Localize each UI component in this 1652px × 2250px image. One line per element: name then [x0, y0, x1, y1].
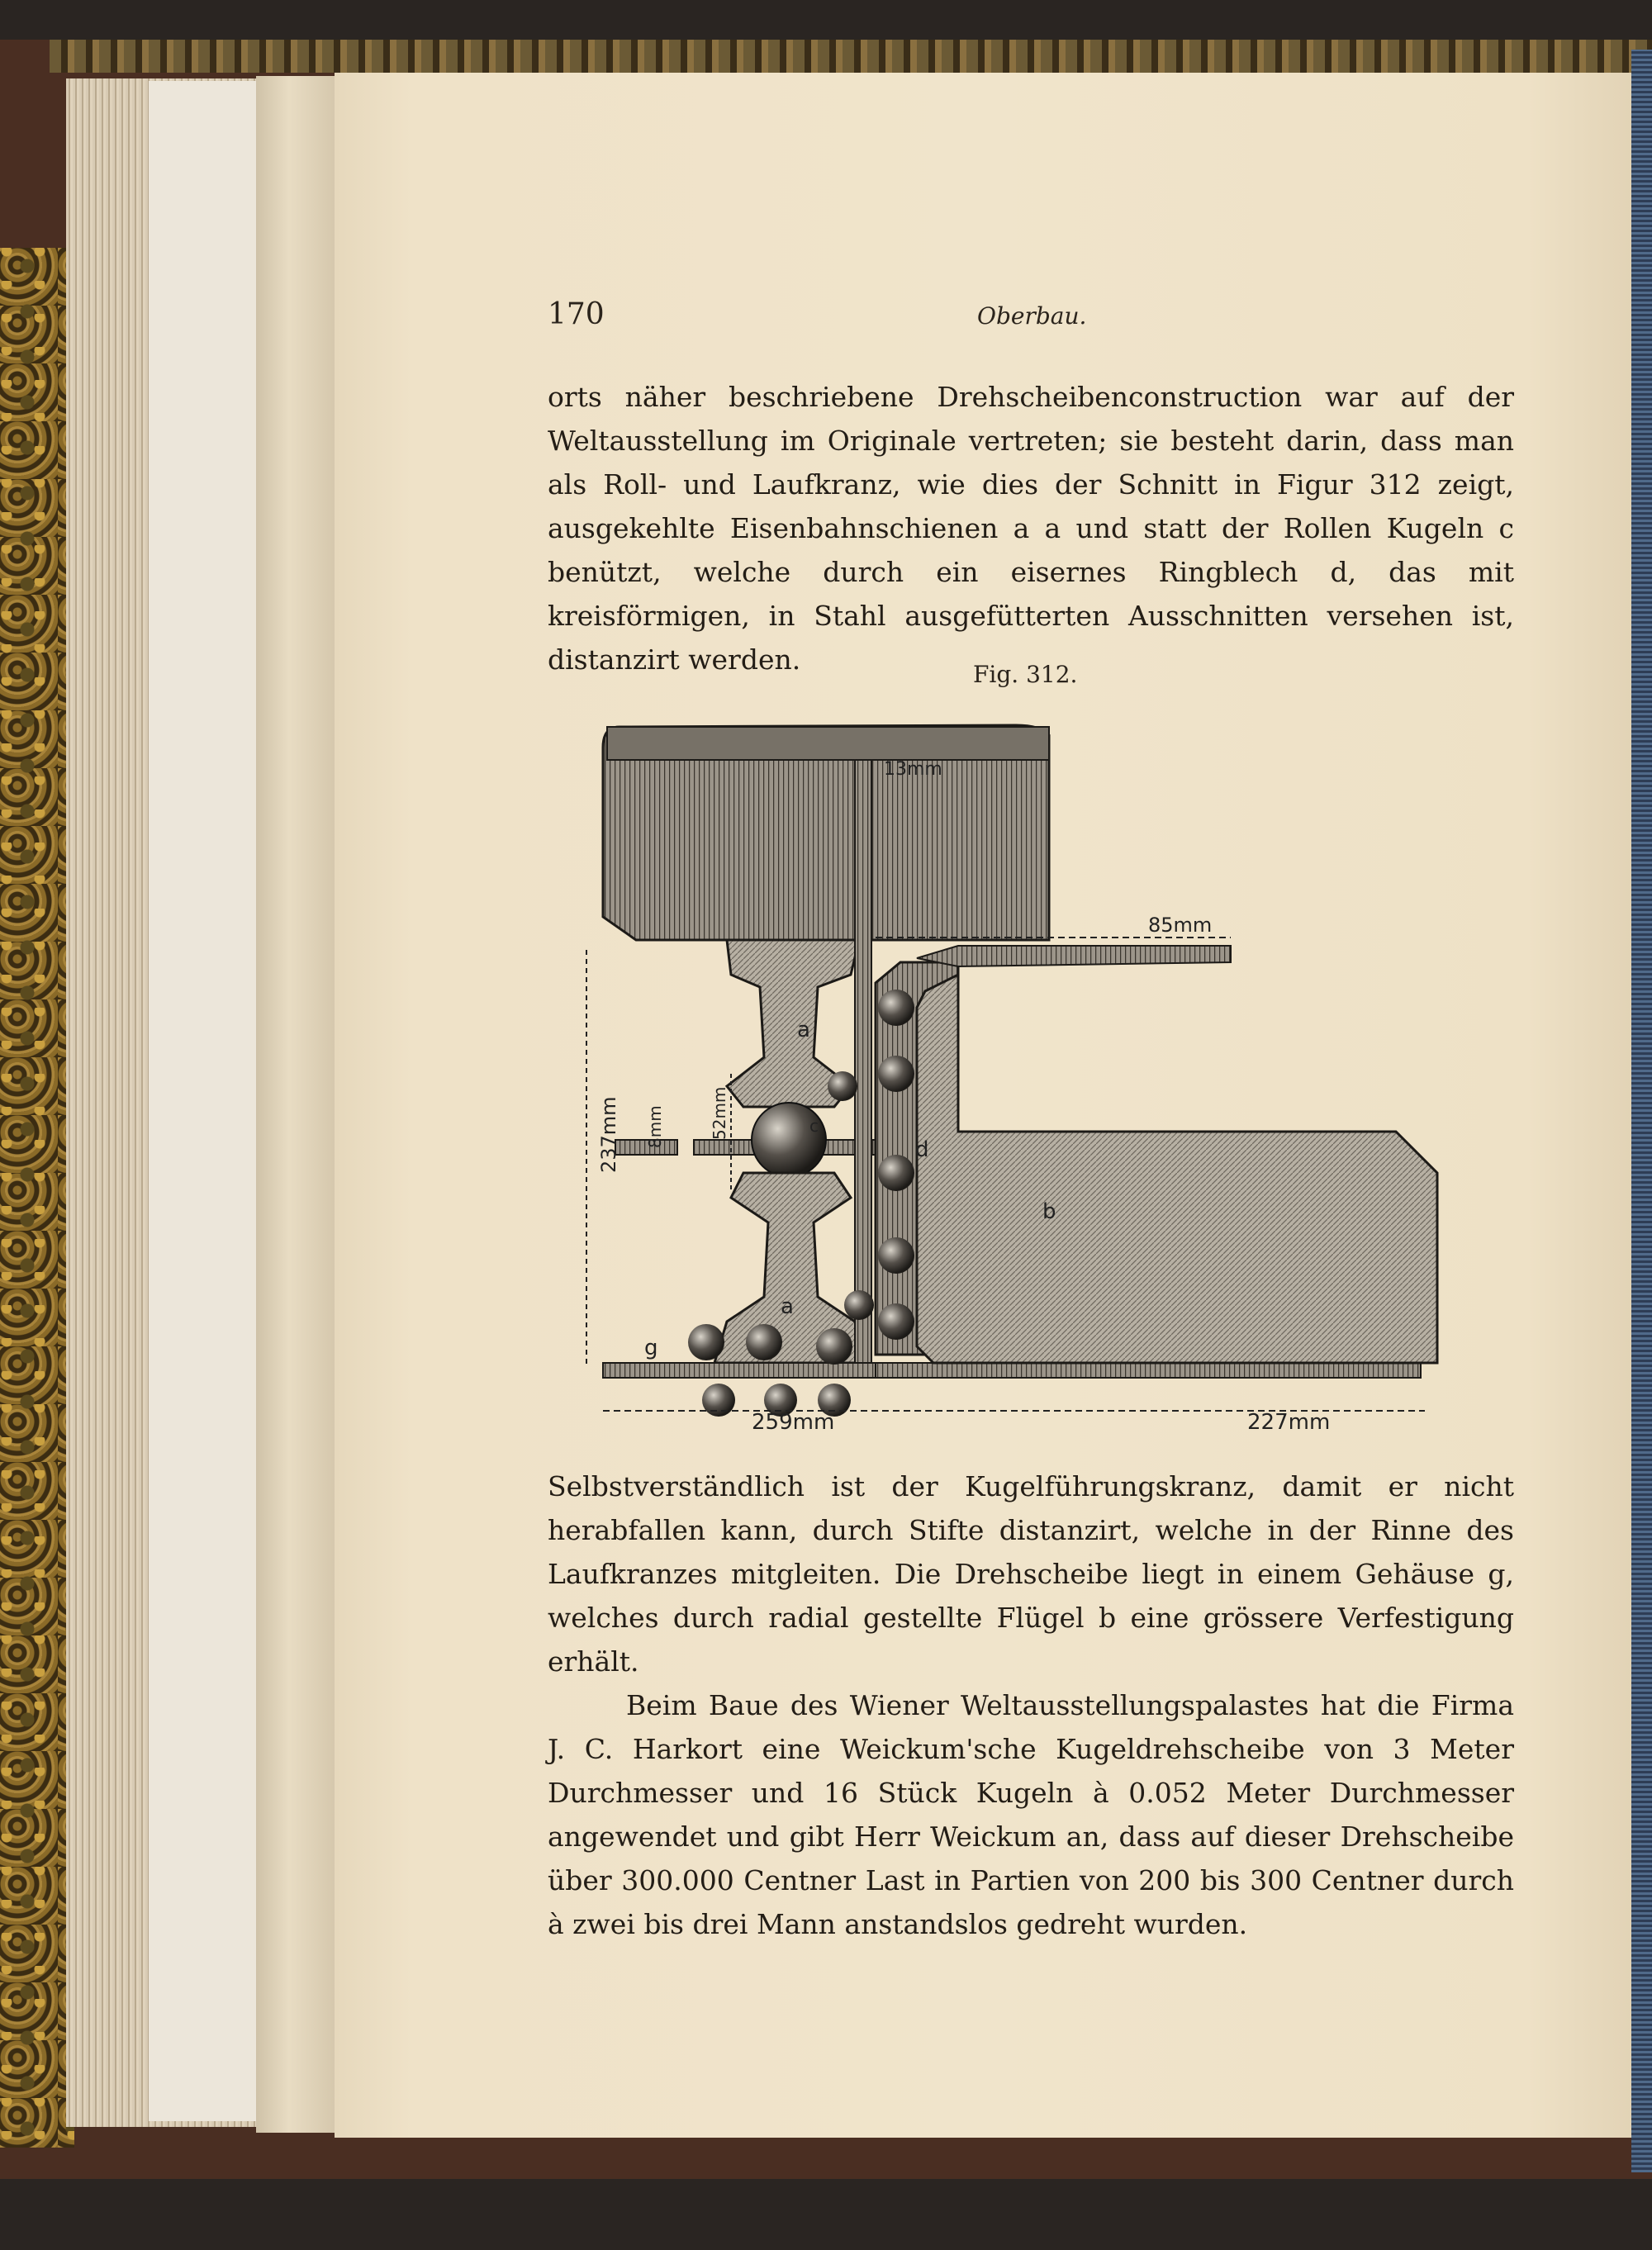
running-title: Oberbau. — [977, 302, 1087, 330]
ball-side-6 — [844, 1290, 874, 1320]
paragraph-3: Beim Baue des Wiener Weltausstellungspalastes hat die Firma J. C. Harkort eine Weickum'sche Kugeldrehscheibe von 3 Meter Durchmesser und 16 Stück Kugeln à 0.052 Meter Durchmesser angewendet und gibt Herr Weickum an, dass auf dieser Drehscheibe über 300.000 Centner Last in Partien von 200 bis 300 Centner durch à zwei bis drei Mann anstandslos gedreht wurden. — [548, 1689, 1514, 1940]
paragraph-2: Selbstverständlich ist der Kugelführungskranz, damit er nicht herabfallen kann, durch Stifte distanzirt, welche in der Rinne des Laufkranzes mitgleiten. Die Drehscheibe liegt in einem Gehäuse g, welches durch radial gestellte Flügel b eine grössere Verfestigung erhält. — [548, 1470, 1514, 1678]
ball-side-5 — [878, 1303, 914, 1340]
center-ball — [752, 1103, 826, 1177]
facing-page — [149, 81, 256, 2121]
label-c: c — [809, 1116, 819, 1136]
dim-237-label: 237mm — [597, 1096, 620, 1173]
label-g: g — [644, 1336, 658, 1360]
ball-bottom-1 — [688, 1324, 724, 1360]
binding-right-edge — [1631, 50, 1652, 2172]
binding-top-edge — [50, 40, 1652, 73]
marbled-cover-edge — [0, 248, 74, 2148]
dim-8-label: 8mm — [645, 1105, 665, 1148]
label-b: b — [1042, 1199, 1056, 1224]
ball-side-2 — [878, 1056, 914, 1092]
turntable-cross-section — [570, 710, 1503, 1450]
ball-side-7 — [828, 1071, 857, 1101]
base-plate-left — [603, 1363, 876, 1378]
ball-side-3 — [878, 1155, 914, 1191]
dim-52-label: 52mm — [710, 1086, 729, 1140]
wing-b — [917, 975, 1437, 1363]
housing-top — [917, 946, 1231, 966]
page-number: 170 — [548, 297, 605, 331]
ball-bottom-2 — [746, 1324, 782, 1360]
dim-259-label: 259mm — [752, 1410, 835, 1435]
paragraph-1: orts näher beschriebene Drehscheibenconstruction war auf der Weltausstellung im Originale vertreten; sie besteht darin, dass man als Roll- und Laufkranz, wie dies der Schnitt in Figur 312 zeigt, ausgekehlte Eisenbahnschienen a a und statt der Rollen Kugeln c benützt, welche durch ein eisernes Ringblech d, das mit kreisförmigen, in Stahl ausgefütterten Ausschnitten versehen ist, distanzirt werden. — [548, 381, 1514, 676]
ball-bottom-3 — [816, 1328, 852, 1365]
base-plate-right — [876, 1363, 1421, 1378]
vertical-plate — [855, 760, 871, 1363]
ball-side-4 — [878, 1237, 914, 1274]
dim-13-label: 13mm — [884, 759, 942, 780]
label-a-upper: a — [797, 1018, 810, 1042]
label-d: d — [915, 1137, 929, 1162]
page-gutter — [256, 76, 339, 2133]
figure-312 — [570, 710, 1503, 1450]
figure-caption: Fig. 312. — [973, 661, 1078, 688]
dim-85-label: 85mm — [1148, 914, 1213, 937]
upper-rail-top-band — [607, 727, 1049, 760]
page-header — [548, 297, 1539, 339]
ball-bottom-4 — [702, 1384, 735, 1417]
label-a-lower: a — [781, 1294, 794, 1319]
ball-side-1 — [878, 990, 914, 1026]
dim-227-label: 227mm — [1247, 1410, 1331, 1435]
